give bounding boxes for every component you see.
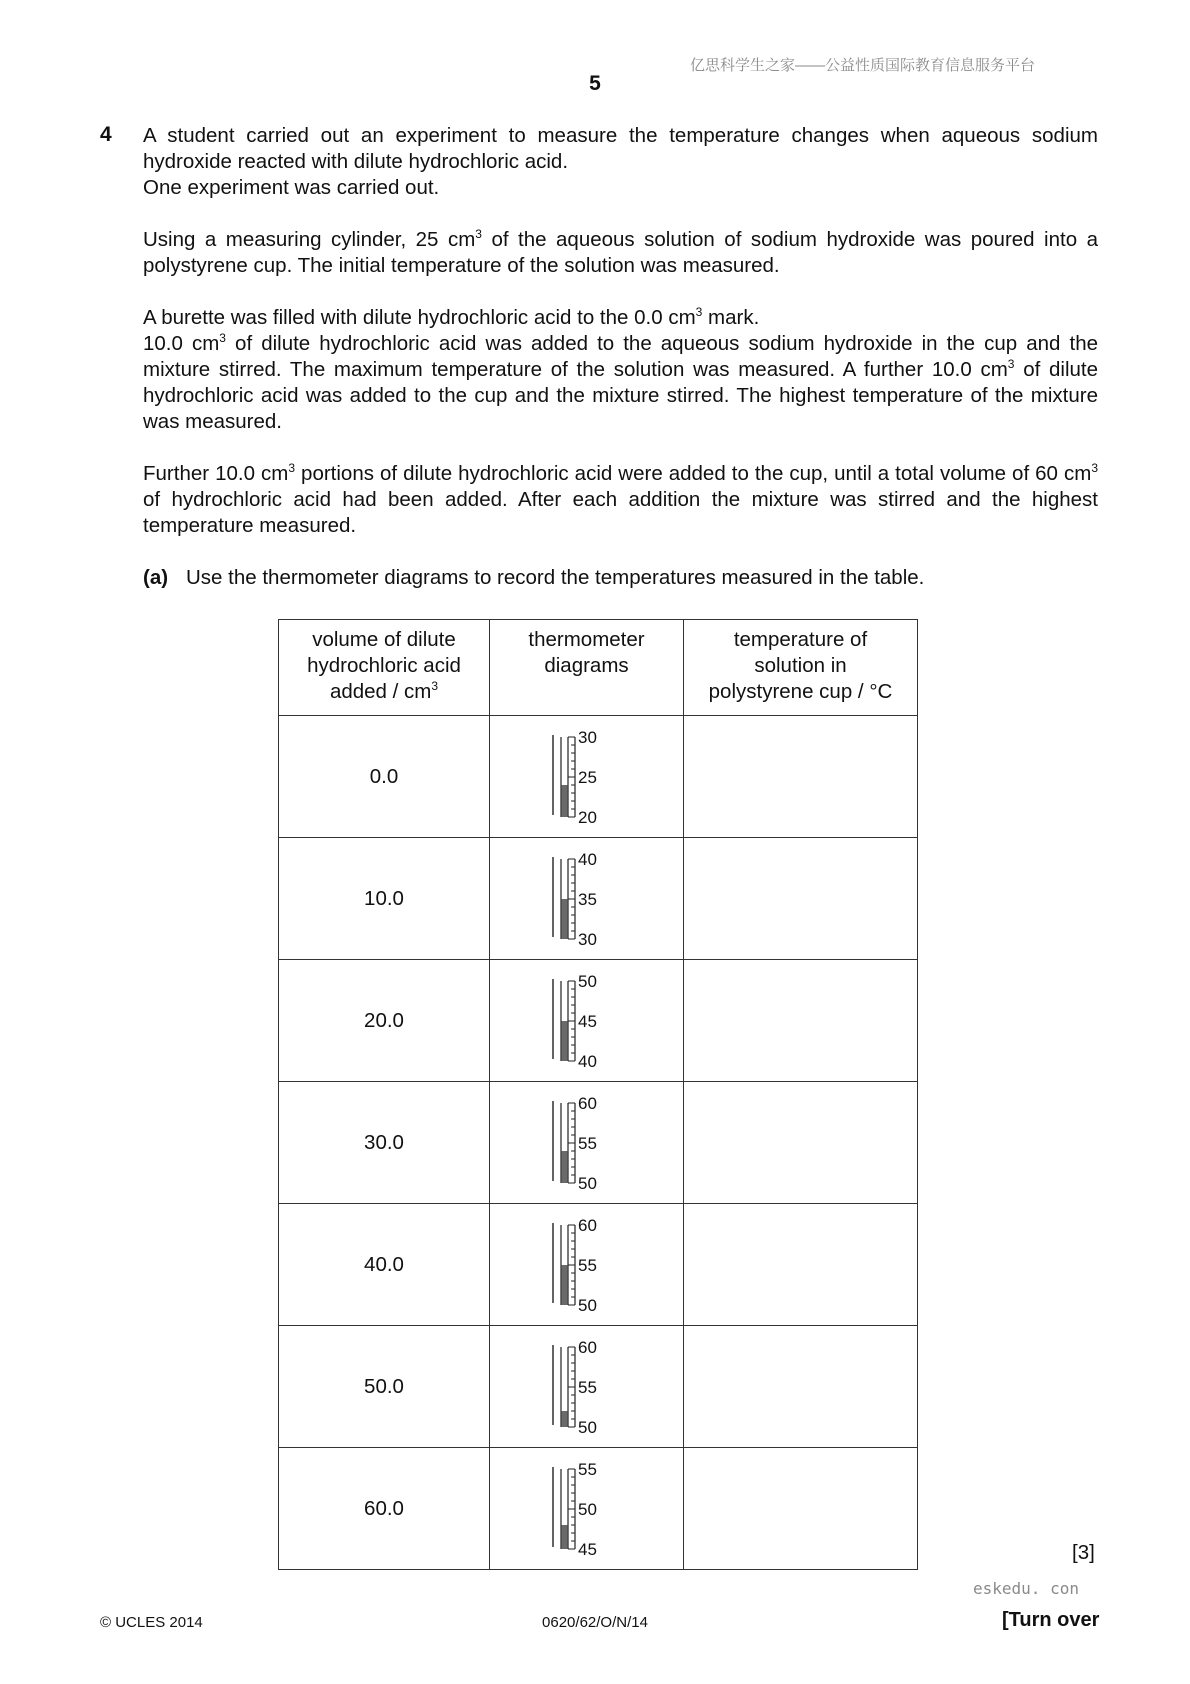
table-row — [279, 1326, 918, 1448]
header-temperature-line-2: solution in — [754, 654, 847, 677]
table-header-row — [279, 620, 918, 716]
header-temperature-line-3: polystyrene cup / °C — [708, 680, 893, 703]
volume-value: 20.0 — [364, 1008, 404, 1032]
table-row — [279, 1082, 918, 1204]
footer-watermark: eskedu. con — [973, 1579, 1079, 1598]
table-body — [279, 716, 918, 1570]
footer-turn-over: [Turn over — [1002, 1609, 1100, 1631]
p3-text-a: A burette was filled with dilute hydrochloric acid to the 0.0 cm — [143, 306, 696, 329]
thermometer-scale-label: 50 — [577, 971, 597, 991]
header-temperature-line-1: temperature of — [733, 628, 868, 651]
thermometer-diagram — [547, 1459, 627, 1559]
temperature-answer-cell[interactable] — [684, 1326, 918, 1448]
header-volume-line-1: volume of dilute — [312, 628, 456, 651]
thermometer-scale-label: 60 — [577, 1215, 597, 1235]
thermometer-cell — [490, 716, 684, 838]
part-a-label: (a) — [143, 566, 169, 589]
p2-text-b: of the aqueous solution of sodium hydroxide was poured into a polystyrene cup. The initial temperature of the solution was measured. — [143, 228, 1098, 277]
header-volume-unit: added / cm — [329, 680, 432, 703]
thermometer-cell — [490, 1326, 684, 1448]
header-volume — [279, 620, 490, 716]
question-number: 4 — [100, 123, 112, 146]
table-row — [279, 716, 918, 838]
thermometer-scale-label: 25 — [577, 767, 597, 787]
page-number: 5 — [589, 72, 601, 95]
part-a-text: Use the thermometer diagrams to record the temperatures measured in the table. — [186, 566, 925, 589]
volume-value: 60.0 — [364, 1496, 404, 1520]
thermometer-scale-label: 55 — [577, 1377, 597, 1397]
thermometer-diagram — [547, 1093, 627, 1193]
p3-sup-3: 3 — [1007, 357, 1015, 371]
p4-text-c: of hydrochloric acid had been added. After each addition the mixture was stirred and the highest temperature measured. — [143, 488, 1098, 537]
thermometer-scale-label: 50 — [577, 1173, 597, 1193]
temperature-answer-cell[interactable] — [684, 716, 918, 838]
marks-allocation: [3] — [1072, 1541, 1095, 1564]
thermometer-scale-label: 30 — [577, 727, 597, 747]
volume-value: 40.0 — [364, 1252, 404, 1276]
thermometer-diagram — [547, 727, 627, 827]
p2-text-a: Using a measuring cylinder, 25 cm — [143, 228, 476, 251]
volume-cell — [279, 960, 490, 1082]
volume-cell — [279, 1448, 490, 1570]
p3-text-c: 10.0 cm — [143, 332, 220, 355]
p3-text-e: of dilute hydrochloric acid was added to the cup and the mixture stirred. The highest temperature of the mixture was measured. — [143, 358, 1098, 433]
volume-cell — [279, 1326, 490, 1448]
header-volume-line-2: hydrochloric acid — [307, 654, 461, 677]
question-paragraph-3 — [143, 305, 1098, 435]
header-volume-line-3 — [279, 679, 489, 705]
p3-text-b: mark. — [702, 306, 760, 329]
p3-sup-1: 3 — [695, 305, 703, 319]
thermometer-scale-label: 40 — [577, 1051, 597, 1071]
p2-sup: 3 — [475, 227, 482, 241]
thermometer-scale-label: 20 — [577, 807, 597, 827]
header-thermometer-line-2: diagrams — [544, 654, 629, 677]
thermometer-scale-label: 45 — [577, 1011, 597, 1031]
volume-cell — [279, 1082, 490, 1204]
thermometer-scale-label: 55 — [577, 1255, 597, 1275]
volume-value: 0.0 — [369, 764, 399, 788]
thermometer-mercury — [561, 785, 567, 817]
thermometer-cell — [490, 838, 684, 960]
thermometer-scale-label: 50 — [577, 1499, 597, 1519]
thermometer-diagram — [547, 971, 627, 1071]
thermometer-scale-label: 35 — [577, 889, 597, 909]
temperature-answer-cell[interactable] — [684, 838, 918, 960]
table-row — [279, 1448, 918, 1570]
header-volume-sup: 3 — [431, 679, 439, 693]
question-paragraph-4 — [143, 461, 1098, 539]
volume-cell — [279, 1204, 490, 1326]
part-a-instruction — [143, 566, 924, 590]
thermometer-scale-label: 30 — [577, 929, 597, 949]
thermometer-mercury — [561, 1411, 567, 1427]
header-watermark: 亿思科学生之家——公益性质国际教育信息服务平台 — [690, 57, 1036, 74]
p4-text-b: portions of dilute hydrochloric acid were added to the cup, until a total volume of 60 cm — [295, 462, 1092, 485]
volume-cell — [279, 716, 490, 838]
thermometer-cell — [490, 1082, 684, 1204]
p4-text-a: Further 10.0 cm — [143, 462, 289, 485]
thermometer-scale-label: 50 — [577, 1417, 597, 1437]
table-row — [279, 1204, 918, 1326]
thermometer-scale-label: 55 — [577, 1459, 597, 1479]
thermometer-diagram — [547, 849, 627, 949]
footer-paper-code: 0620/62/O/N/14 — [542, 1614, 648, 1631]
header-thermometer — [490, 620, 684, 716]
thermometer-cell — [490, 960, 684, 1082]
p3-text-d: of dilute hydrochloric acid was added to the aqueous sodium hydroxide in the cup and the mixture stirred. The maximum temperature of the solution was measured. A further 10.0 cm — [143, 332, 1099, 381]
results-table — [278, 619, 918, 1570]
thermometer-scale-label: 50 — [577, 1295, 597, 1315]
thermometer-mercury — [561, 1021, 567, 1061]
thermometer-cell — [490, 1448, 684, 1570]
p4-sup-1: 3 — [288, 461, 296, 475]
thermometer-scale-label: 45 — [577, 1539, 597, 1559]
thermometer-scale-label: 55 — [577, 1133, 597, 1153]
thermometer-mercury — [561, 1265, 567, 1305]
temperature-answer-cell[interactable] — [684, 1082, 918, 1204]
thermometer-cell — [490, 1204, 684, 1326]
table-row — [279, 960, 918, 1082]
table-row — [279, 838, 918, 960]
volume-value: 50.0 — [364, 1374, 404, 1398]
p3-sup-2: 3 — [219, 331, 226, 345]
thermometer-scale-label: 60 — [577, 1093, 597, 1113]
thermometer-mercury — [561, 1151, 567, 1183]
footer-copyright: © UCLES 2014 — [100, 1614, 203, 1631]
thermometer-scale-label: 60 — [577, 1337, 597, 1357]
paragraph-1-line-1: A student carried out an experiment to measure the temperature changes when aqueous sodium hydroxide reacted with dilute hydrochloric acid. — [143, 124, 1098, 173]
thermometer-scale-label: 40 — [577, 849, 597, 869]
thermometer-mercury — [561, 899, 567, 939]
question-paragraph-2 — [143, 227, 1098, 279]
header-thermometer-line-1: thermometer — [528, 628, 645, 651]
thermometer-mercury — [561, 1525, 567, 1549]
volume-value: 10.0 — [364, 886, 404, 910]
thermometer-diagram — [547, 1215, 627, 1315]
p4-sup-2: 3 — [1091, 461, 1098, 475]
paragraph-1-line-2: One experiment was carried out. — [143, 176, 440, 199]
header-temperature — [684, 620, 918, 716]
volume-cell — [279, 838, 490, 960]
temperature-answer-cell[interactable] — [684, 1448, 918, 1570]
temperature-answer-cell[interactable] — [684, 1204, 918, 1326]
question-paragraph-1 — [143, 123, 1098, 201]
temperature-answer-cell[interactable] — [684, 960, 918, 1082]
thermometer-diagram — [547, 1337, 627, 1437]
volume-value: 30.0 — [364, 1130, 404, 1154]
